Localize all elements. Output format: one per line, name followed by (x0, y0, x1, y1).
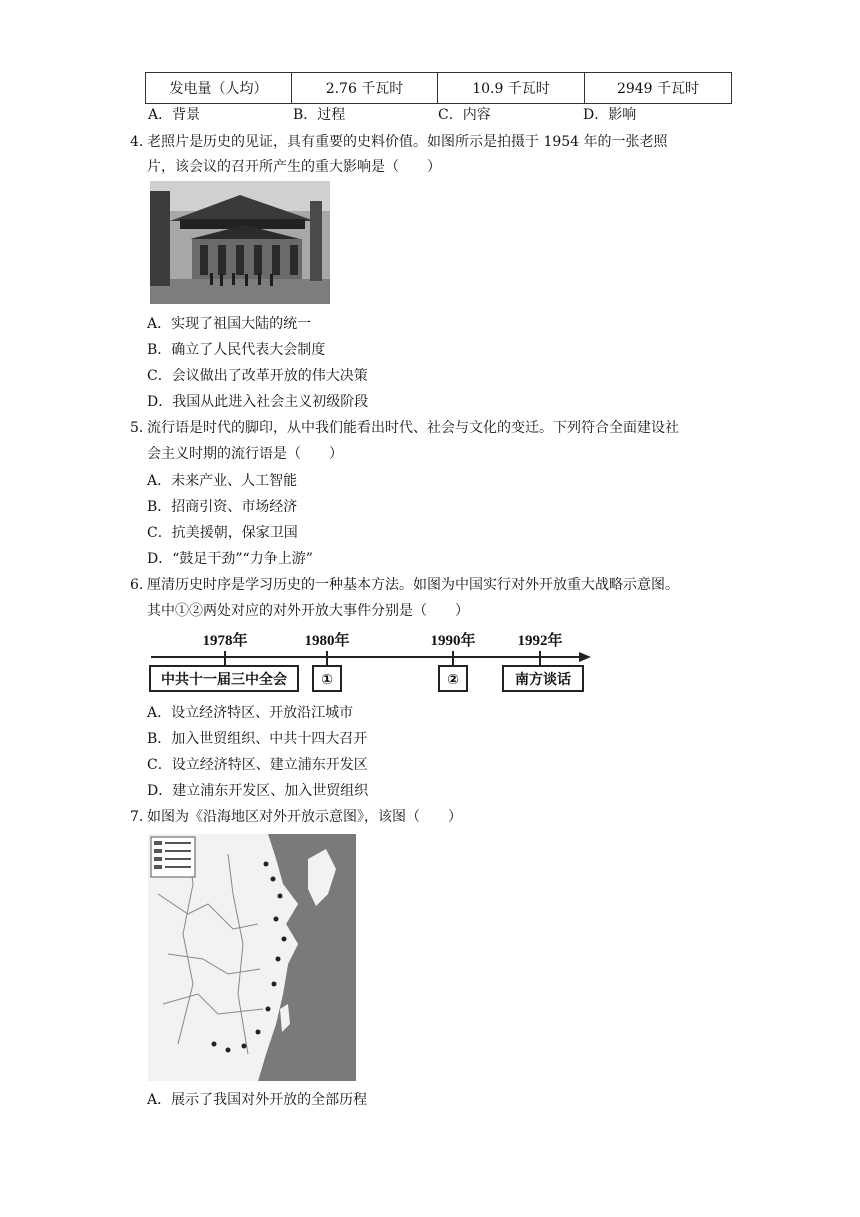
question-number: 7． (130, 809, 153, 825)
coastal-opening-map (148, 834, 356, 1081)
timeline-event: ② (447, 672, 459, 688)
question-number: 5． (130, 420, 153, 436)
option-c[interactable]: C．内容 (438, 107, 491, 123)
meeting-photo (150, 181, 330, 304)
option-c[interactable]: C．设立经济特区、建立浦东开发区 (147, 757, 368, 773)
option-b[interactable]: B．过程 (293, 107, 346, 123)
question-text: 片，该会议的召开所产生的重大影响是（ ） (147, 159, 441, 175)
option-b[interactable]: B．加入世贸组织、中共十四大召开 (147, 731, 368, 747)
question-text: 流行语是时代的脚印，从中我们能看出时代、社会与文化的变迁。下列符合全面建设社 (147, 420, 679, 436)
option-a[interactable]: A．实现了祖国大陆的统一 (147, 316, 312, 332)
option-c[interactable]: C．抗美援朝，保家卫国 (147, 525, 298, 541)
q3-options (148, 104, 728, 124)
option-d[interactable]: D．建立浦东开发区、加入世贸组织 (147, 783, 369, 799)
question-number: 4． (130, 134, 153, 150)
timeline-event: ① (321, 672, 333, 688)
option-b[interactable]: B．确立了人民代表大会制度 (147, 342, 326, 358)
option-a[interactable]: A．展示了我国对外开放的全部历程 (147, 1092, 368, 1108)
table-cell: 2949 千瓦时 (585, 73, 732, 104)
question-text: 其中①②两处对应的对外开放大事件分别是（ ） (147, 603, 469, 619)
option-a[interactable]: A．未来产业、人工智能 (147, 473, 298, 489)
question-text: 会主义时期的流行语是（ ） (147, 446, 343, 462)
timeline-year: 1992年 (517, 633, 563, 649)
table-cell: 发电量（人均） (146, 73, 292, 104)
timeline-diagram (147, 628, 592, 696)
option-a[interactable]: A．设立经济特区、开放沿江城市 (147, 705, 354, 721)
table-cell: 10.9 千瓦时 (438, 73, 585, 104)
question-text: 老照片是历史的见证，具有重要的史料价值。如图所示是拍摄于 1954 年的一张老照 (147, 134, 668, 150)
option-a[interactable]: A．背景 (148, 107, 201, 123)
timeline-year: 1980年 (304, 633, 350, 649)
option-d[interactable]: D．“鼓足干劲”“力争上游” (147, 551, 313, 567)
table-cell: 2.76 千瓦时 (292, 73, 438, 104)
option-b[interactable]: B．招商引资、市场经济 (147, 499, 298, 515)
timeline-year: 1978年 (202, 633, 248, 649)
option-c[interactable]: C．会议做出了改革开放的伟大决策 (147, 368, 368, 384)
timeline-year: 1990年 (430, 633, 476, 649)
table-row (146, 73, 732, 104)
question-text: 厘清历史时序是学习历史的一种基本方法。如图为中国实行对外开放重大战略示意图。 (147, 577, 679, 593)
option-d[interactable]: D．我国从此进入社会主义初级阶段 (147, 394, 369, 410)
option-d[interactable]: D．影响 (583, 107, 637, 123)
timeline-event: 中共十一届三中全会 (161, 672, 287, 688)
timeline-event: 南方谈话 (515, 672, 571, 688)
question-text: 如图为《沿海地区对外开放示意图》，该图（ ） (147, 809, 462, 825)
data-table (145, 72, 732, 104)
question-number: 6． (130, 577, 153, 593)
